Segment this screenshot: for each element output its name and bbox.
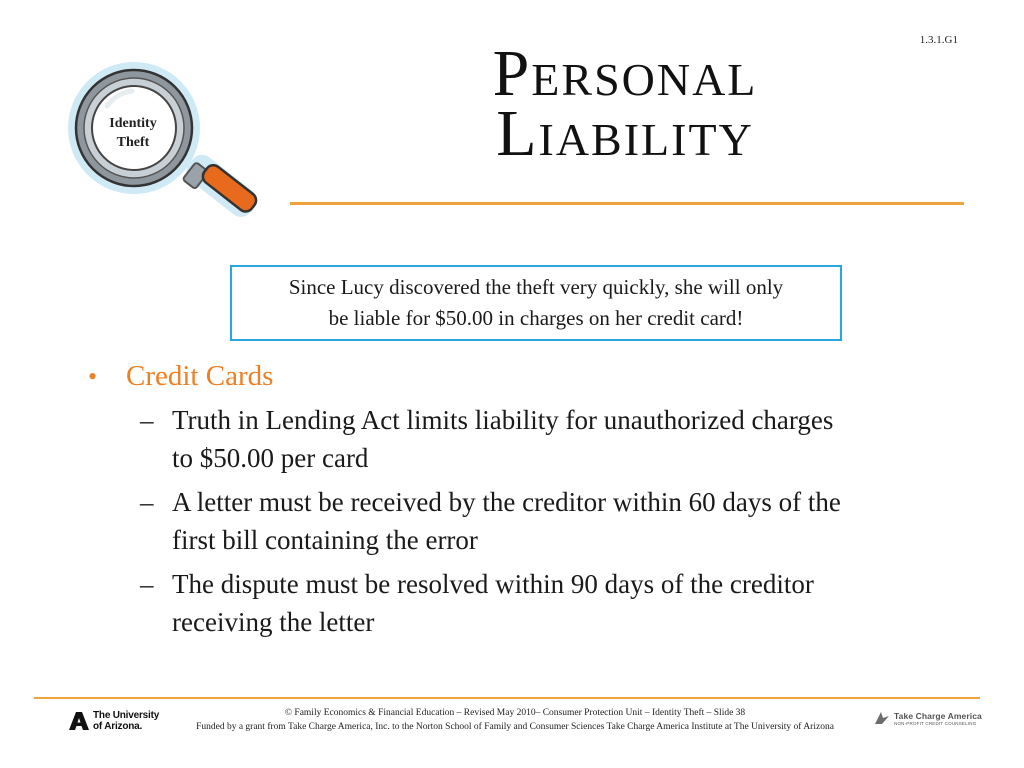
sub-bullet-line: Truth in Lending Act limits liability for unauthorized charges [172,405,834,435]
university-of-arizona-logo [68,710,159,732]
sub-bullet-line: The dispute must be resolved within 90 days of the creditor [172,569,814,599]
magnifier-label-line-2: Theft [116,135,150,150]
dash-marker: – [140,569,154,599]
magnifier-label [93,114,173,152]
title-line-1: Personal [492,37,758,110]
callout-line-2: be liable for $50.00 in charges on her credit card! [328,306,744,330]
sub-bullet-item [140,483,968,559]
sub-bullet-line: to $50.00 per card [172,443,369,473]
callout-box [230,265,842,341]
take-charge-star-icon [873,710,891,726]
university-a-icon [68,710,90,732]
university-name [93,710,159,732]
sub-bullet-text [172,483,841,559]
take-charge-america-logo [873,710,982,726]
magnifier-label-line-1: Identity [109,116,157,131]
dash-marker: – [140,405,154,435]
sub-bullet-text [172,565,814,641]
bullet-list [88,360,968,647]
footer-credits [160,706,870,734]
take-charge-tagline: NON-PROFIT CREDIT COUNSELING [894,720,977,726]
sub-bullet-item [140,565,968,641]
bullet-item [88,360,968,393]
sub-bullet-text [172,401,833,477]
title-divider [290,202,964,205]
take-charge-text [894,711,982,726]
university-name-line-2: of Arizona. [93,721,143,732]
dash-marker: – [140,487,154,517]
callout-text [289,272,783,334]
take-charge-name: Take Charge America [894,710,982,721]
footer-divider [34,697,980,699]
university-name-line-1: The University [93,710,160,721]
title-line-2: Liability [496,97,754,170]
bullet-marker: • [88,362,98,391]
footer-line-1: © Family Economics & Financial Education – Revised May 2010– Consumer Protection Unit – Identity Theft – Slide 38 [284,708,746,718]
page-title [400,37,850,170]
slide-code: 1.3.1.G1 [919,34,958,46]
bullet-label: Credit Cards [126,360,274,392]
sub-bullet-line: receiving the letter [172,607,375,637]
sub-bullet-list [140,401,968,641]
sub-bullet-line: A letter must be received by the creditor within 60 days of the [172,487,841,517]
sub-bullet-line: first bill containing the error [172,525,478,555]
footer-line-2: Funded by a grant from Take Charge America, Inc. to the Norton School of Family and Consumer Sciences Take Charge America Institute at The University of Arizona [196,722,834,732]
callout-line-1: Since Lucy discovered the theft very quickly, she will only [288,275,784,299]
sub-bullet-item [140,401,968,477]
